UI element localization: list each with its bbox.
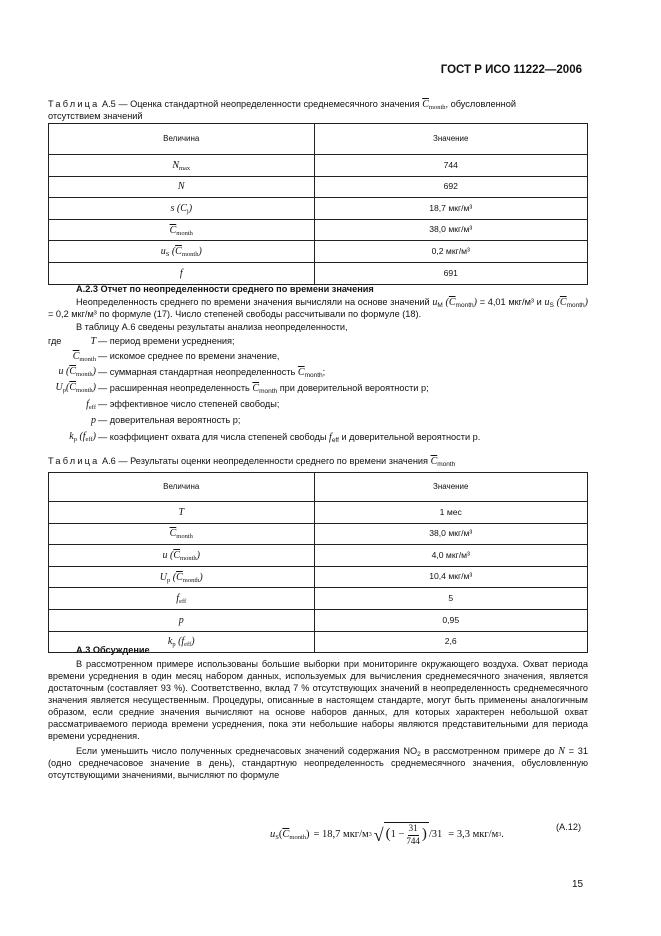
col-value: Значение [314, 473, 588, 502]
section-a23-intro: В таблицу A.6 сведены результаты анализа неопределенности, [76, 322, 348, 332]
definition-item: — доверительная вероятность p; [98, 415, 241, 425]
definition-item: — искомое среднее по времени значение, [98, 351, 280, 361]
caption-tail: , обусловленной [445, 99, 516, 109]
page-number: 15 [572, 879, 584, 890]
caption-subscript: month [428, 104, 446, 111]
table-row: $\overline{C}_{month}$ 38,0 мкг/м³ [49, 219, 588, 241]
document-header: ГОСТ Р ИСО 11222—2006 [440, 64, 582, 76]
table-row: u $(\overline{C}_{month})$ 4,0 мкг/м³ [49, 545, 588, 567]
caption-text: A.5 — Оценка стандартной неопределенности среднемесячного значения [102, 99, 420, 109]
caption-line2: отсутствием значений [48, 111, 143, 121]
table-row: p 0,95 [49, 609, 588, 631]
table-row: s $(C_j)$ 18,7 мкг/м³ [49, 198, 588, 220]
table-a5 [48, 123, 588, 285]
table-row: $f_{eff}$ 5 [49, 588, 588, 610]
table-a6-caption: Таблица A.6 — Результаты оценки неопределенности среднего по времени значения $\overline{C}_{month}$ [48, 456, 456, 468]
where-label: где [48, 336, 62, 346]
table-row: $u_S$ $(\overline{C}_{month})$ 0,2 мкг/м³ [49, 241, 588, 263]
table-a6 [48, 472, 588, 653]
table-row: f 691 [49, 262, 588, 284]
caption-word: Таблица [48, 99, 100, 109]
table-row: N 692 [49, 176, 588, 198]
col-value: Значение [314, 124, 588, 155]
col-quantity: Величина [49, 473, 315, 502]
table-row: $\overline{C}_{month}$ 38,0 мкг/м³ [49, 523, 588, 545]
col-quantity: Величина [49, 124, 315, 155]
definition-item: — коэффициент охвата для числа степеней свободы $f_{eff}$ и доверительной вероятности p. [98, 432, 481, 444]
section-a23-paragraph: Неопределенность среднего по времени значения вычисляли на основе значений $u_M$ $(\overline{C}_{month}) = 4,01$ мкг/м³ и $u_S$ $(\overline{C}_{month}) = 0,2$ мкг/м³ по формуле (17). Число степеней свободы рассчитывали по формуле (18). [48, 297, 589, 319]
section-a23-heading: A.2.3 Отчет по неопределенности среднего по времени значения [76, 284, 374, 294]
table-a5-caption [48, 98, 588, 123]
definition-item: — эффективное число степеней свободы; [98, 399, 280, 409]
definition-item: — период времени усреднения; [98, 336, 235, 346]
definition-item: — расширенная неопределенность $\overline{C}_{month}$ при доверительной вероятности p; [98, 383, 429, 395]
section-a3-paragraph-2: Если уменьшить число полученных среднечасовых значений содержания $NO_2$ в рассмотренном примере до N = 31 (одно среднечасовое значение в день), стандартную неопределенность среднемесячного значения, обусловленную отсутствующими значениями, вычисляют по формуле [48, 746, 588, 780]
definition-item: — суммарная стандартная неопределенность $\overline{C}_{month}$; [98, 367, 326, 379]
section-a3-paragraph-1: В рассмотренном примере использованы большие выборки при мониторинге окружающего воздуха. Охват периода времени усреднения в один месяц набором данных, используемых для вычисления среднемесячного значения, является достаточным (составляет 93 %). Соответственно, вклад 7 % отсутствующих значений в неопределенность среднемесячного значения является несущественным. Процедуры, описанные в настоящем стандарте, могут быть применены аналогичным образом, если средние значения вычисляют на основе наборов данных, для которых характерен небольшой охват рассматриваемого периода времени усреднения, пока эти небольшие наборы являются представительными для периода времени усреднения. [48, 659, 588, 741]
formula-a12: $u_S(\overline{C}_{month})$ = 18,7 мкг/м 3 √ ( 1 − 31 744 ) /31 = 3,3 мкг/м 3 . [270, 823, 504, 846]
table-row: T 1 мес [49, 502, 588, 524]
caption-symbol: $\overline{C}$ [422, 99, 429, 110]
table-row: $U_p$ $(\overline{C}_{month})$ 10,4 мкг/м³ [49, 566, 588, 588]
table-row: $k_p$ $(f_{eff})$ 2,6 [49, 631, 588, 653]
formula-number: (A.12) [556, 822, 582, 832]
table-row: $N_{max}$ 744 [49, 155, 588, 177]
section-a3-heading: A.3 Обсуждение [76, 645, 150, 655]
